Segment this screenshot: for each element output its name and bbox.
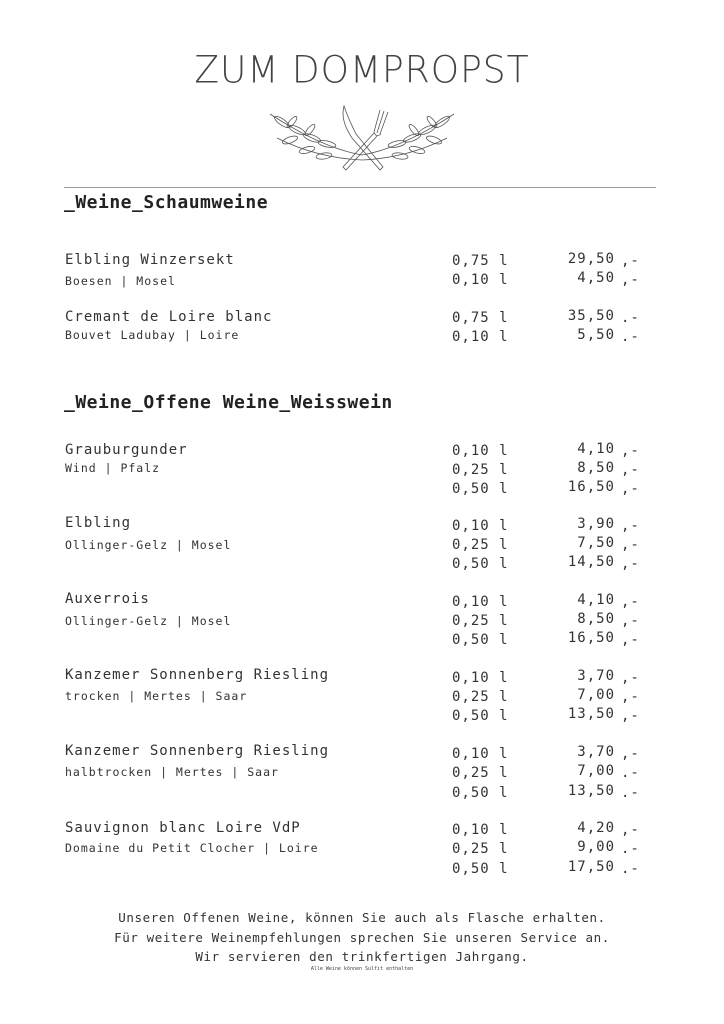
wine-producer: trocken | Mertes | Saar	[65, 689, 248, 703]
section-heading: _Weine_Schaumweine	[64, 192, 269, 213]
wine-name: Auxerrois	[65, 591, 150, 607]
wine-quantity: 0,10 l	[452, 670, 509, 686]
price-suffix: ,-	[621, 822, 640, 838]
footer-line: Wir servieren den trinkfertigen Jahrgang.	[195, 949, 529, 964]
footer-line: Unseren Offenen Weine, können Sie auch als Flasche erhalten.	[118, 910, 606, 925]
sulfite-note: Alle Weine können Sulfit enthalten	[310, 966, 414, 972]
wine-quantity: 0,10 l	[452, 518, 509, 534]
wine-quantity: 0,50 l	[452, 861, 509, 877]
price-suffix: ,-	[621, 594, 640, 610]
wine-price: 4,20	[577, 820, 615, 836]
wine-quantity: 0,25 l	[452, 462, 509, 478]
wine-name: Sauvignon blanc Loire VdP	[65, 820, 301, 836]
wine-price: 3,90	[577, 516, 615, 532]
wine-price: 13,50	[567, 783, 615, 799]
price-suffix: ,-	[621, 443, 640, 459]
price-suffix: ,-	[621, 481, 640, 497]
wine-price: 7,00	[577, 687, 615, 703]
wine-name: Kanzemer Sonnenberg Riesling	[65, 743, 330, 759]
wine-producer: Bouvet Ladubay | Loire	[65, 328, 240, 342]
wine-quantity: 0,10 l	[452, 329, 509, 345]
price-suffix: ,-	[621, 689, 640, 705]
wine-price: 29,50	[567, 251, 615, 267]
wine-price: 7,50	[577, 535, 615, 551]
wine-quantity: 0,25 l	[452, 689, 509, 705]
wine-quantity: 0,25 l	[452, 537, 509, 553]
price-suffix: ,-	[621, 670, 640, 686]
footer-line: Für weitere Weinempfehlungen sprechen Sie unseren Service an.	[114, 930, 610, 945]
wine-price: 8,50	[577, 460, 615, 476]
wine-name: Elbling Winzersekt	[65, 252, 235, 268]
price-suffix: ,-	[621, 556, 640, 572]
price-suffix: ,-	[621, 746, 640, 762]
price-suffix: ,-	[621, 462, 640, 478]
wine-producer: halbtrocken | Mertes | Saar	[65, 765, 279, 779]
wine-price: 4,10	[577, 592, 615, 608]
wine-producer: Ollinger-Gelz | Mosel	[65, 538, 232, 552]
price-suffix: .-	[621, 841, 640, 857]
price-suffix: .-	[621, 861, 640, 877]
wine-price: 4,10	[577, 441, 615, 457]
price-suffix: ,-	[621, 613, 640, 629]
wine-quantity: 0,50 l	[452, 481, 509, 497]
wine-price: 7,00	[577, 763, 615, 779]
wine-quantity: 0,10 l	[452, 272, 509, 288]
wine-price: 5,50	[577, 327, 615, 343]
wine-price: 9,00	[577, 839, 615, 855]
wine-quantity: 0,50 l	[452, 556, 509, 572]
wine-name: Grauburgunder	[65, 442, 188, 458]
price-suffix: ,-	[621, 253, 640, 269]
wine-price: 3,70	[577, 668, 615, 684]
wine-quantity: 0,10 l	[452, 746, 509, 762]
price-suffix: .-	[621, 310, 640, 326]
wine-producer: Domaine du Petit Clocher | Loire	[65, 841, 319, 855]
wine-price: 16,50	[567, 630, 615, 646]
wine-quantity: 0,10 l	[452, 822, 509, 838]
wine-price: 14,50	[567, 554, 615, 570]
wine-producer: Ollinger-Gelz | Mosel	[65, 614, 232, 628]
wine-price: 13,50	[567, 706, 615, 722]
wine-quantity: 0,25 l	[452, 765, 509, 781]
wine-price: 3,70	[577, 744, 615, 760]
wine-quantity: 0,10 l	[452, 443, 509, 459]
wine-quantity: 0,50 l	[452, 785, 509, 801]
price-suffix: ,-	[621, 537, 640, 553]
price-suffix: .-	[621, 785, 640, 801]
price-suffix: .-	[621, 765, 640, 781]
wine-price: 17,50	[567, 859, 615, 875]
wine-price: 4,50	[577, 270, 615, 286]
price-suffix: ,-	[621, 632, 640, 648]
wine-producer: Wind | Pfalz	[65, 461, 161, 475]
wine-name: Kanzemer Sonnenberg Riesling	[65, 667, 330, 683]
wreath-cutlery-icon	[262, 100, 462, 175]
price-suffix: ,-	[621, 708, 640, 724]
wine-quantity: 0,10 l	[452, 594, 509, 610]
price-suffix: ,-	[621, 518, 640, 534]
page-title: ZUM DOMPROPST	[194, 48, 530, 93]
wine-price: 8,50	[577, 611, 615, 627]
wine-name: Cremant de Loire blanc	[65, 309, 273, 325]
wine-producer: Boesen | Mosel	[65, 274, 176, 288]
wine-price: 16,50	[567, 479, 615, 495]
wine-quantity: 0,25 l	[452, 841, 509, 857]
wine-price: 35,50	[567, 308, 615, 324]
wine-quantity: 0,75 l	[452, 310, 509, 326]
wine-quantity: 0,50 l	[452, 708, 509, 724]
section-heading: _Weine_Offene Weine_Weisswein	[64, 392, 393, 413]
divider	[64, 187, 656, 188]
price-suffix: .-	[621, 329, 640, 345]
wine-quantity: 0,75 l	[452, 253, 509, 269]
price-suffix: ,-	[621, 272, 640, 288]
wine-quantity: 0,25 l	[452, 613, 509, 629]
wine-quantity: 0,50 l	[452, 632, 509, 648]
wine-name: Elbling	[65, 515, 132, 531]
